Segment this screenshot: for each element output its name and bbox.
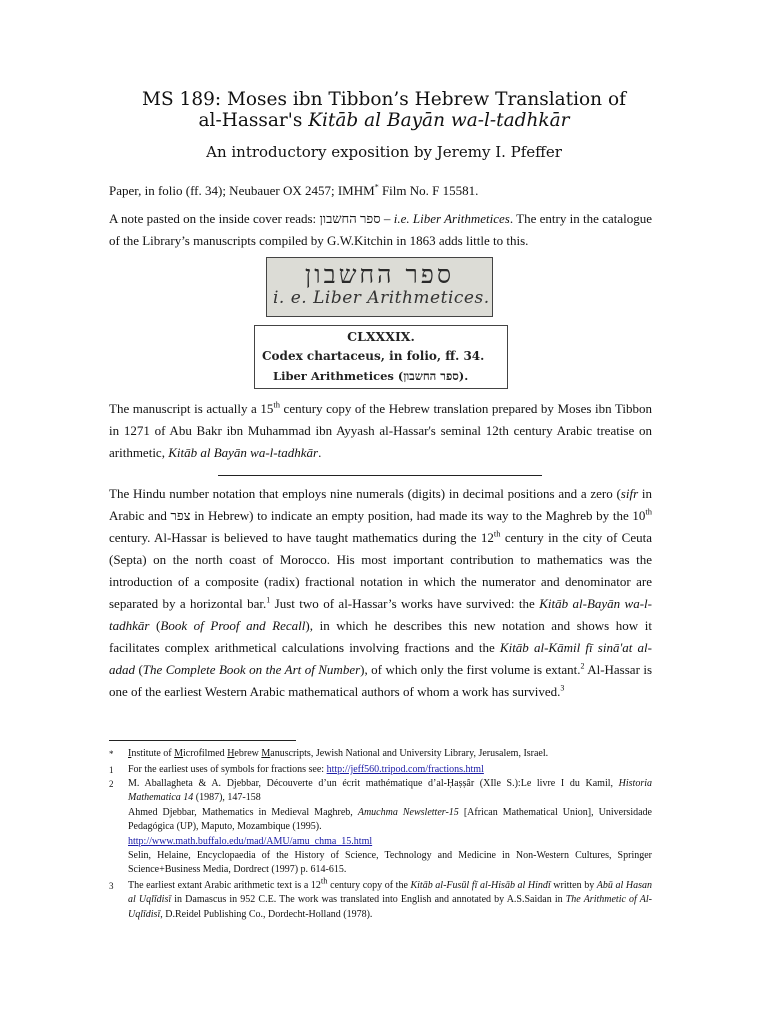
fn-initial: H [227,748,235,759]
amuchma-link[interactable]: http://www.math.buffalo.edu/mad/AMU/amu_chma_15.html [128,835,373,847]
fn-italic: Abū al Hasan al Uqlīdisī [128,880,652,906]
footnote-text [128,875,652,922]
cover-note-paragraph [109,208,652,252]
footnote-ref-2[interactable]: 2 [580,661,585,671]
footnote-text [128,777,652,878]
cover-note-image [266,257,493,317]
ms-text-2: century copy of the Hebrew translation prepared by Moses ibn Tibbon in 1271 of Abu Bakr ibn Muhammad ibn Ayyash al-Hassar's seminal 12th century Arabic treatise on arithmetic, [109,401,652,460]
main-text: Al-Hassar is one of the earliest Western Arabic mathematical authors of whom a work has survived. [109,662,653,699]
catalogue-description: Codex chartaceus, in folio, ff. 34. [262,349,485,363]
ms-superscript: th [273,399,280,410]
main-text: century in the city of Ceuta (Septa) on the north coast of Morocco. His most important contribution to mathematics was the introduction of a composite (radix) fractional notation in which the numerator and denominator are separated by a horizontal bar. [109,530,652,611]
footnote-ref-star: * [374,182,379,192]
main-italic: Kitāb al-Bayān wa-l-tadhkār [109,596,652,633]
main-paragraph [109,483,652,703]
fn-text: Ahmed Djebbar, Mathematics in Medieval Maghreb, [128,806,358,818]
footnote-mark: 2 [109,779,114,789]
main-text: Just two of al-Hassar’s works have survived: the [270,596,540,611]
fn-italic: Kitāb al-Fusūl fī al-Hisāb al Hindī [410,880,551,891]
fn-italic: The Arithmetic of Al-Uqlīdisī [128,894,652,920]
main-text: ), of which only the first volume is extant. [360,662,581,677]
footnote-mark: * [109,749,114,759]
footnote-text [128,763,652,777]
fn-initial: M [261,748,271,759]
fn-text: The earliest extant Arabic arithmetic text is a 12 [128,880,321,891]
main-superscript: th [645,506,653,517]
note-catalogue-text: . The entry in the catalogue of the Library’s manuscripts compiled by G.W.Kitchin in 1863 adds little to this. [109,211,653,248]
footnote-1 [109,763,652,777]
fn-text: in Damascus in 952 C.E. The work was translated into English and annotated by A.S.Saidan in [171,894,566,906]
main-italic: Book of Proof and Recall [160,618,306,633]
ms-text-1: The manuscript is actually a 15 [109,401,274,416]
fn-reference [128,806,652,835]
footnote-3 [109,875,652,922]
footnote-text [128,747,652,761]
catalogue-title: Liber Arithmetices (ספר החשבון). [273,369,469,383]
main-text: ), in which he describes this new notation and shows how it facilitates complex arithmetical calculations involving fractions and the [109,618,652,655]
main-hebrew: צפר [170,508,191,523]
title-book-name: Kitāb al Bayān wa-l-tadhkār [308,110,570,131]
fn-text: M. Aballagheta & A. Djebbar, Découverte d’un écrit mathématique d’al-Ḥaṣṣâr (XIle S.):Le livre I du Kamil, [128,778,619,789]
manuscript-paragraph [109,398,652,464]
fn-text: anuscripts, Jewish National and University Library, Jerusalem, Israel. [270,748,549,759]
fn-text: century copy of the [327,880,411,891]
footnote-mark: 1 [109,765,114,775]
ms-book-title: Kitāb al Bayān wa-l-tadhkār [168,445,319,460]
fn-reference [128,777,652,806]
main-italic: The Complete Book on the Art of Number [142,662,361,677]
main-text: ( [149,618,161,633]
fn-reference: Selin, Helaine, Encyclopaedia of the History of Science, Technology and Medicine in Non-Western Cultures, Springer Science+Business Media, Dordrect (1997) p. 614-615. [128,850,652,876]
fn-initial: I [128,748,132,759]
title-prefix: al-Hassar's [198,110,309,131]
catalogue-entry-image [254,325,508,389]
fractions-link[interactable]: http://jeff560.tripod.com/fractions.html [326,764,484,775]
footnote-star [109,747,652,761]
footnote-ref-3[interactable]: 3 [560,683,565,693]
fn-text: nstitute of [131,748,175,759]
manuscript-metadata [109,180,652,202]
fn-italic: Amuchma Newsletter-15 [357,806,459,818]
main-text: ( [135,662,143,677]
fn-superscript: th [320,875,328,886]
main-italic: sifr [620,486,639,501]
footnote-mark: 3 [109,881,114,891]
note-latin-title: i.e. Liber Arithmetices [393,211,510,226]
ms-text-3: . [318,445,322,460]
main-text: in Hebrew) to indicate an empty position, had made its way to the Maghreb by the 10 [190,508,646,523]
page-title-line-2 [0,110,768,132]
section-divider [218,475,542,476]
note-hebrew-title: ספר החשבון [319,211,381,226]
metadata-film-text: Film No. F 15581. [378,183,479,198]
fn-text: For the earliest uses of symbols for fractions see: [128,764,327,775]
fn-initial: M [174,748,184,759]
page-title-line-1: MS 189: Moses ibn Tibbon’s Hebrew Translation of [142,89,626,110]
note-dash: – [380,211,394,226]
fn-text: written by [550,880,597,891]
main-italic: Kitāb al-Kāmil fī sināʹat al-adad [109,640,652,677]
cover-note-hebrew: ספר החשבון [304,260,455,289]
main-text: century. Al-Hassar is believed to have taught mathematics during the 12 [109,530,494,545]
fn-reference [128,835,652,849]
fn-text: [African Mathematical Union], Universidade Pedagógica (UP), Maputo, Mozambique (1995). [128,806,652,833]
footnote-divider [109,740,296,741]
footnote-ref-1[interactable]: 1 [266,595,271,605]
note-text: A note pasted on the inside cover reads: [109,211,320,226]
catalogue-number: CLXXXIX. [347,329,415,344]
fn-text: , D.Reidel Publishing Co., Dordecht-Holland (1978). [160,908,373,920]
main-superscript: th [493,528,501,539]
fn-text: (1987), 147-158 [193,792,261,804]
fn-italic: Historia Mathematica 14 [128,778,652,804]
main-text: in Arabic and [109,486,652,523]
main-text: The Hindu number notation that employs nine numerals (digits) in decimal positions and a zero ( [109,486,621,501]
page-subtitle: An introductory exposition by Jeremy I. Pfeffer [206,143,562,161]
cover-note-latin: i. e. Liber Arithmetices. [273,288,490,308]
fn-text: ebrew [234,748,262,759]
footnote-2 [109,777,652,878]
fn-text: icrofilmed [183,748,228,759]
metadata-text: Paper, in folio (ff. 34); Neubauer OX 2457; IMHM [109,183,375,198]
